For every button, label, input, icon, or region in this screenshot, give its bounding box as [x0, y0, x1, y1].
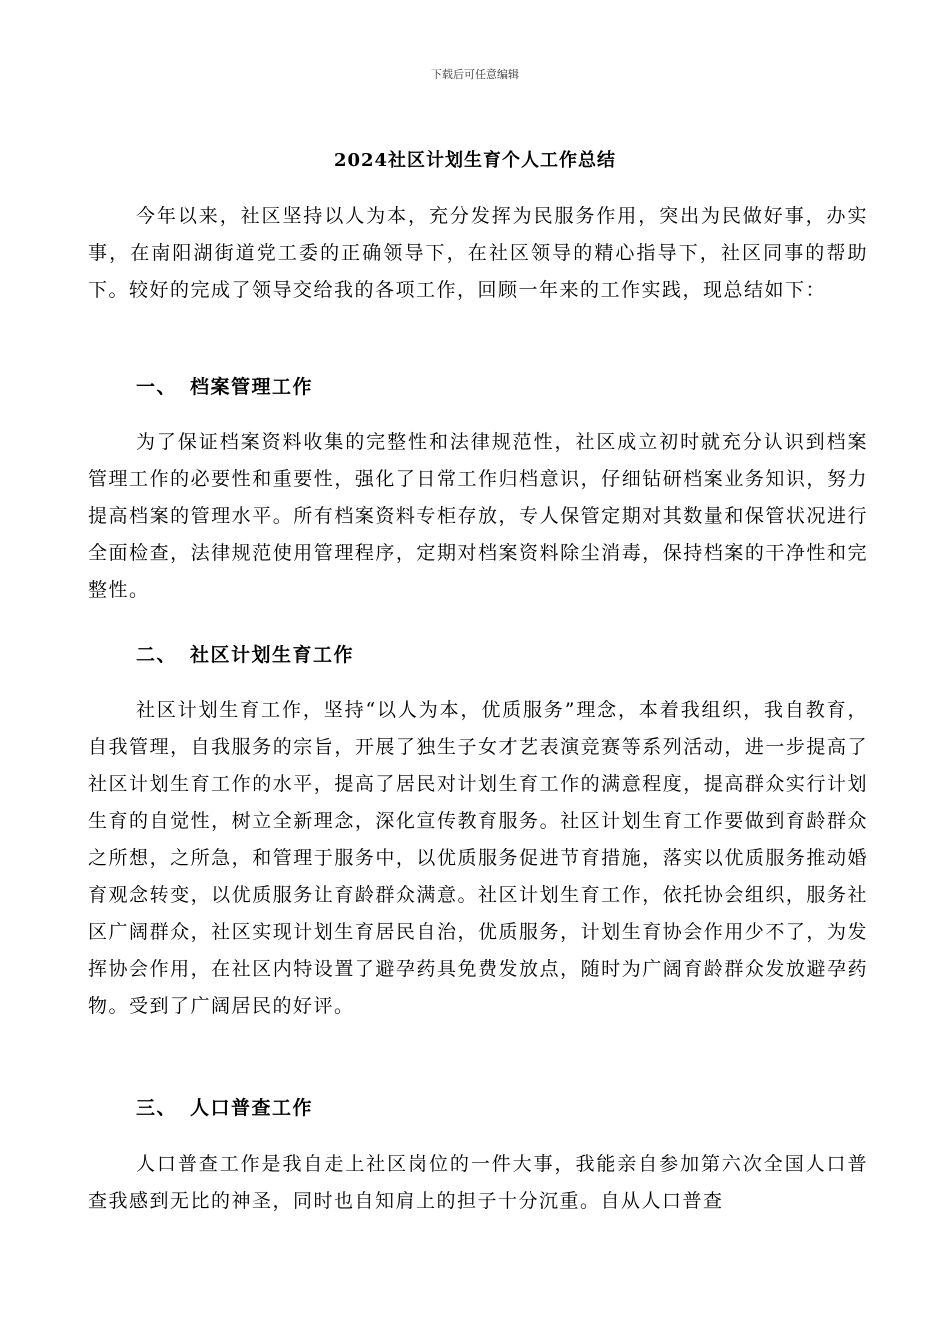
section-heading-2: [136, 640, 354, 667]
document-title: 2024社区计划生育个人工作总结: [333, 150, 617, 171]
intro-paragraph: 今年以来，社区坚持以人为本，充分发挥为民服务作用，突出为民做好事，办实事，在南阳湖街道党工委的正确领导下，在社区领导的精心指导下，社区同事的帮助下。较好的完成了领导交给我的各项工作，回顾一年来的工作实践，现总结如下：: [88, 205, 868, 301]
section-paragraph-3: 人口普查工作是我自走上社区岗位的一件大事，我能亲自参加第六次全国人口普查我感到无比的神圣，同时也自知肩上的担子十分沉重。自从人口普查: [88, 1153, 868, 1212]
section-heading-text: 社区计划生育工作: [190, 644, 355, 666]
section-heading-1: [136, 372, 313, 399]
section-number: 二、: [136, 644, 178, 666]
section-paragraph-2: 社区计划生育工作，坚持“以人为本，优质服务”理念，本着我组织，我自教育，自我管理，自我服务的宗旨，开展了独生子女才艺表演竞赛等系列活动，进一步提高了社区计划生育工作的水平，提高了居民对计划生育工作的满意程度，提高群众实行计划生育的自觉性，树立全新理念，深化宣传教育服务。社区计划生育工作要做到育龄群众之所想，之所急，和管理于服务中，以优质服务促进节育措施，落实以优质服务推动婚育观念转变，以优质服务让育龄群众满意。社区计划生育工作，依托协会组织，服务社区广阔群众，社区实现计划生育居民自治，优质服务，计划生育协会作用少不了，为发挥协会作用，在社区内特设置了避孕药具免费发放点，随时为广阔育龄群众发放避孕药物。受到了广阔居民的好评。: [88, 699, 868, 1017]
section-number: 三、: [136, 1097, 178, 1119]
section-paragraph-1: 为了保证档案资料收集的完整性和法律规范性，社区成立初时就充分认识到档案管理工作的必要性和重要性，强化了日常工作归档意识，仔细钻研档案业务知识，努力提高档案的管理水平。所有档案资料专柜存放，专人保管定期对其数量和保管状况进行全面检查，法律规范使用管理程序，定期对档案资料除尘消毒，保持档案的干净性和完整性。: [88, 431, 868, 601]
header-note: 下载后可任意编辑: [431, 68, 519, 81]
section-heading-text: 人口普查工作: [190, 1097, 314, 1119]
section-number: 一、: [136, 376, 178, 398]
section-heading-text: 档案管理工作: [190, 376, 314, 398]
section-heading-3: [136, 1093, 313, 1120]
